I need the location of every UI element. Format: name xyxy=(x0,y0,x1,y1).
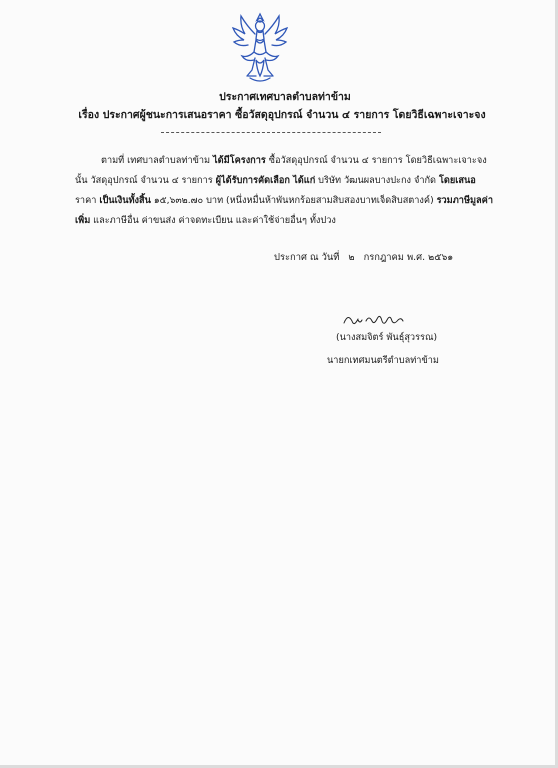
date-day: ๒ xyxy=(348,252,355,263)
body-bold-text: โดยเสนอ xyxy=(438,175,476,186)
body-text: ซื้อวัสดุอุปกรณ์ จำนวน ๔ รายการ โดยวิธีเฉพาะเจาะจง นั้น วัสดุอุปกรณ์ จำนวน ๔ รายการ xyxy=(75,155,487,186)
date-prefix: ประกาศ ณ วันที่ xyxy=(274,252,340,263)
handwritten-signature xyxy=(340,311,410,329)
signer-title: นายกเทศมนตรีตำบลท่าข้าม xyxy=(327,355,439,366)
garuda-emblem-icon xyxy=(226,10,294,84)
body-text: ราคา xyxy=(75,195,100,206)
body-text: และภาษีอื่น ค่าขนส่ง ค่าจดทะเบียน และค่าใช้จ่ายอื่นๆ ทั้งปวง xyxy=(90,215,336,226)
body-bold-text: รวมภาษีมูลค่าเพิ่ม xyxy=(75,195,493,226)
divider-line xyxy=(161,132,381,133)
date-month-year: กรกฎาคม พ.ศ. ๒๕๖๑ xyxy=(363,252,454,263)
announcement-header: ประกาศเทศบาลตำบลท่าข้าม xyxy=(219,91,351,103)
body-text: ตามที่ เทศบาลตำบลท่าข้าม xyxy=(101,155,214,166)
announcement-date xyxy=(274,250,453,265)
body-text: ๑๕,๖๓๒.๗๐ บาท (หนึ่งหมื่นห้าพันหกร้อยสามสิบสองบาทเจ็ดสิบสตางค์) xyxy=(150,195,437,206)
signer-name: (นางสมจิตร์ พันธุ์สุวรรณ) xyxy=(336,332,438,343)
announcement-subject: เรื่อง ประกาศผู้ชนะการเสนอราคา ซื้อวัสดุอุปกรณ์ จำนวน ๔ รายการ โดยวิธีเฉพาะเจาะจง xyxy=(78,109,486,121)
body-bold-text: ผู้ได้รับการคัดเลือก ได้แก่ xyxy=(215,175,316,186)
body-bold-text: ได้มีโครงการ xyxy=(213,155,266,166)
body-bold-text: เป็นเงินทั้งสิ้น xyxy=(99,195,151,206)
announcement-body xyxy=(75,151,495,231)
body-text: บริษัท วัฒนผลบางปะกง จำกัด xyxy=(315,175,439,186)
